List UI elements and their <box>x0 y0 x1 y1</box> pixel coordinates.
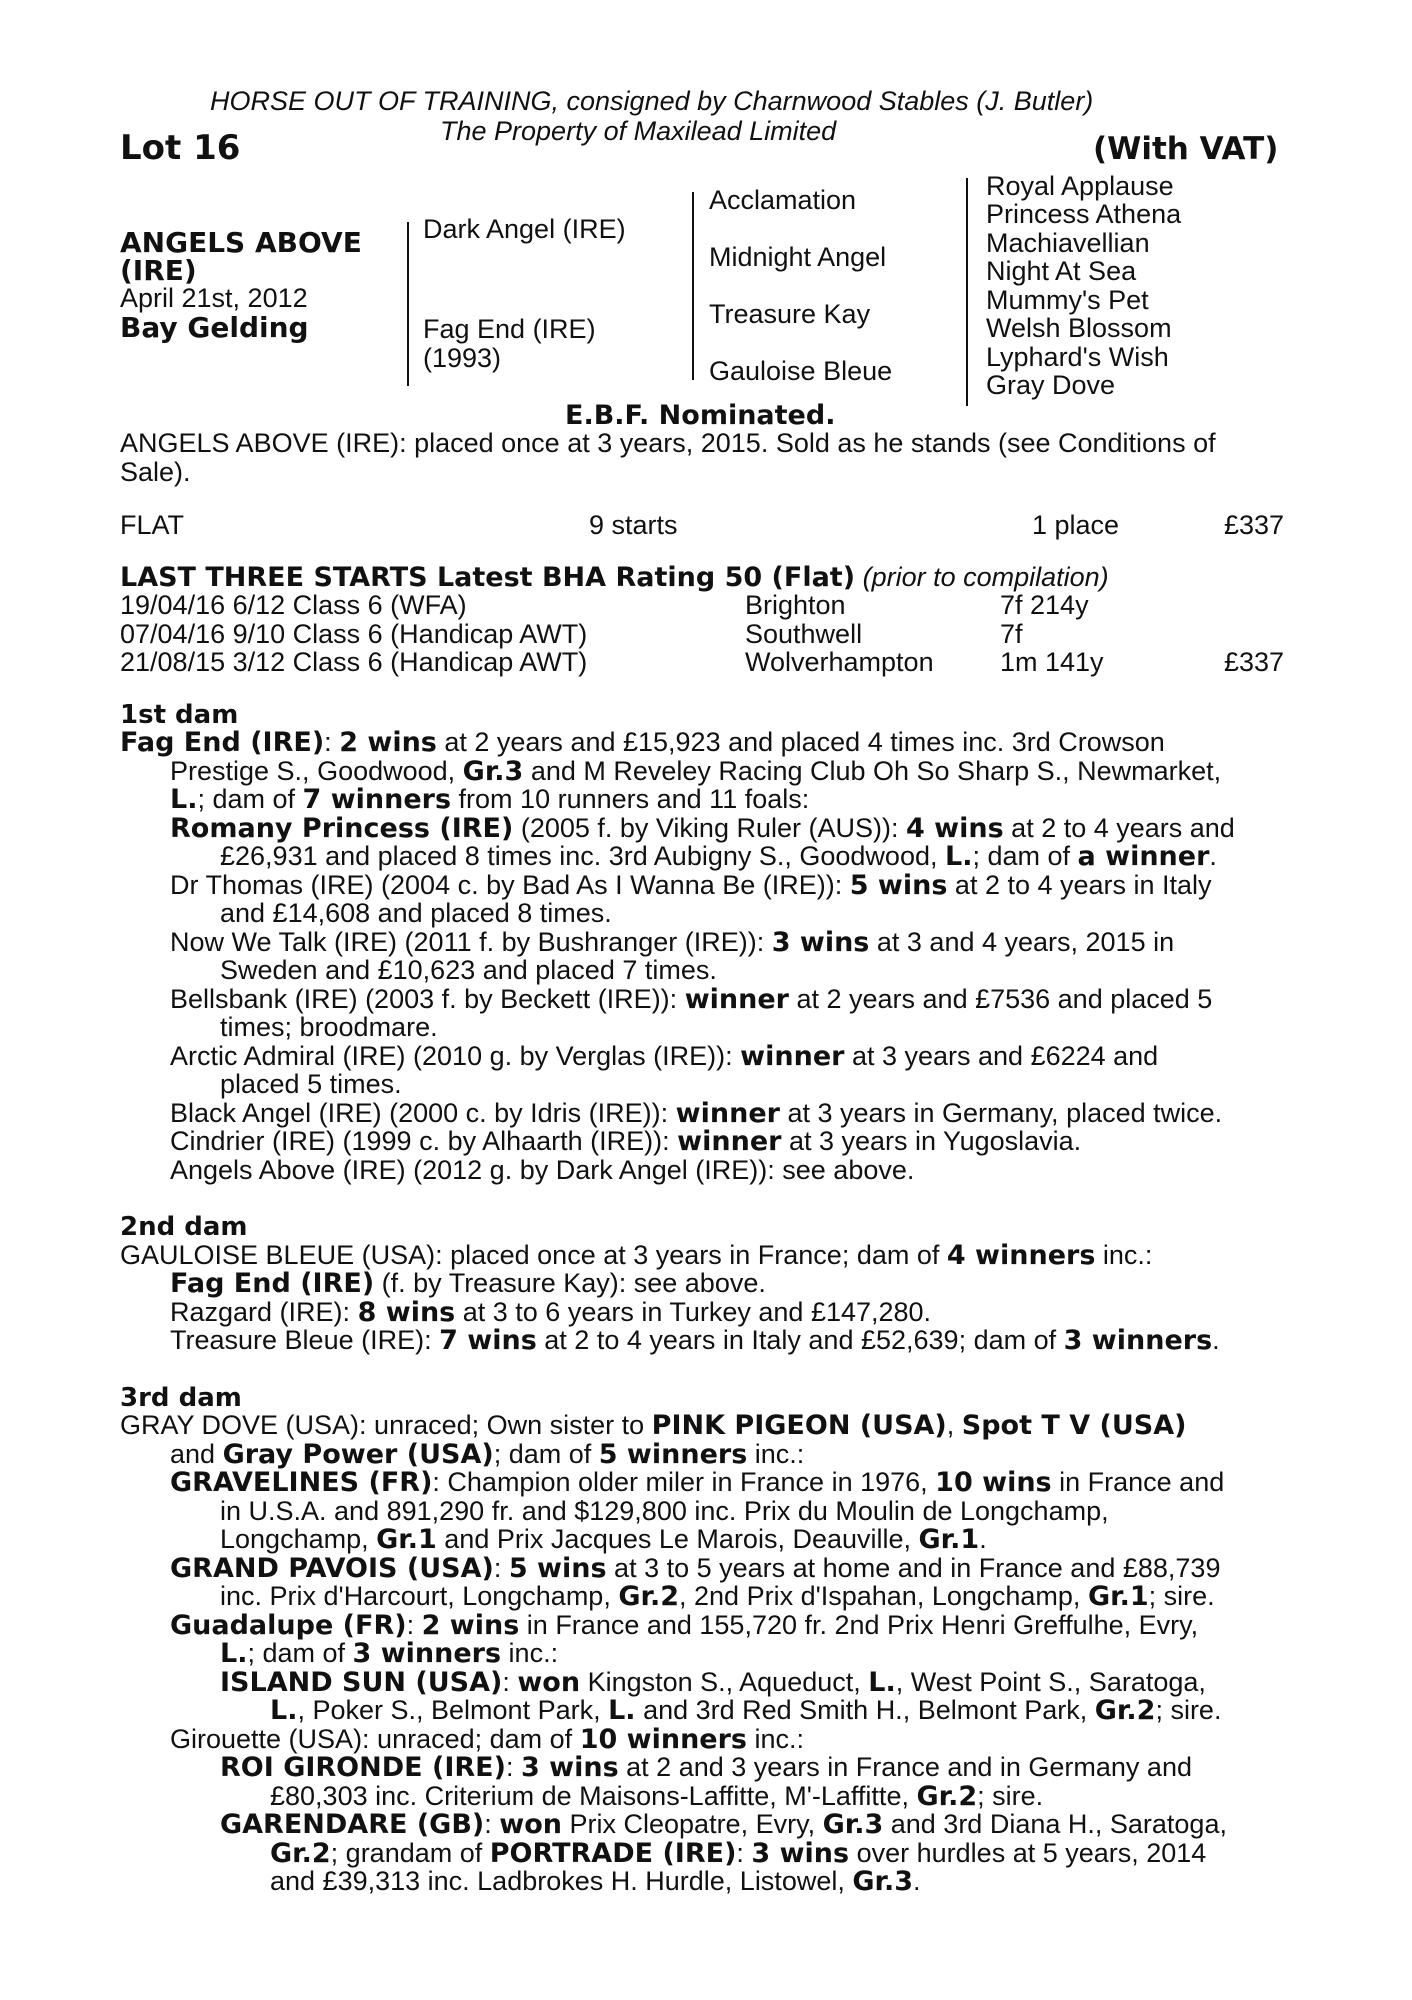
horse-sex: Bay Gelding <box>120 311 309 344</box>
first-dam-line: £26,931 and placed 8 times inc. 3rd Aubigny S., Goodwood, L.; dam of a winner. <box>220 841 1217 872</box>
start-row-course: Wolverhampton <box>745 647 934 677</box>
third-dam-line: ROI GIRONDE (IRE): 3 wins at 2 and 3 years in France and in Germany and <box>220 1752 1192 1783</box>
pedigree-dam-year: (1993) <box>423 343 502 373</box>
second-dam-line: Fag End (IRE) (f. by Treasure Kay): see above. <box>170 1268 766 1299</box>
third-dam-line: in U.S.A. and 891,290 fr. and $129,800 inc. Prix du Moulin de Longchamp, <box>220 1496 1109 1526</box>
third-dam-line: L., Poker S., Belmont Park, L. and 3rd Red Smith H., Belmont Park, Gr.2; sire. <box>270 1695 1222 1726</box>
first-dam-line: Black Angel (IRE) (2000 c. by Idris (IRE)): winner at 3 years in Germany, placed twice. <box>170 1098 1223 1129</box>
second-dam-line: GAULOISE BLEUE (USA): placed once at 3 years in France; dam of 4 winners inc.: <box>120 1240 1153 1271</box>
pedigree-grandparent: Acclamation <box>709 185 857 215</box>
start-row-date: 19/04/16 6/12 Class 6 (WFA) <box>120 590 467 620</box>
third-dam-line: Guadalupe (FR): 2 wins in France and 155,720 fr. 2nd Prix Henri Greffulhe, Evry, <box>170 1610 1199 1641</box>
first-dam-line: Now We Talk (IRE) (2011 f. by Bushranger (IRE)): 3 wins at 3 and 4 years, 2015 in <box>170 927 1175 958</box>
start-row-date: 07/04/16 9/10 Class 6 (Handicap AWT) <box>120 619 588 649</box>
pedigree-grandparent: Midnight Angel <box>709 242 887 272</box>
horse-name-suffix: (IRE) <box>120 254 197 287</box>
start-row-distance: 7f <box>1000 619 1023 649</box>
first-dam-line: Romany Princess (IRE) (2005 f. by Viking Ruler (AUS)): 4 wins at 2 to 4 years and <box>170 813 1235 844</box>
third-dam-line: and £39,313 inc. Ladbrokes H. Hurdle, Listowel, Gr.3. <box>270 1866 921 1897</box>
first-dam-line: Prestige S., Goodwood, Gr.3 and M Reveley Racing Club Oh So Sharp S., Newmarket, <box>170 756 1222 787</box>
pedigree-grandparent: Gauloise Bleue <box>709 356 893 386</box>
ebf-nominated: E.B.F. Nominated. <box>565 400 836 431</box>
record-prize: £337 <box>1224 510 1285 540</box>
pedigree-great-grandparent: Night At Sea <box>986 256 1137 286</box>
record-places: 1 place <box>1032 510 1120 540</box>
pedigree-great-grandparent: Princess Athena <box>986 199 1182 229</box>
pedigree-sire: Dark Angel (IRE) <box>423 214 626 244</box>
first-dam-line: Dr Thomas (IRE) (2004 c. by Bad As I Wanna Be (IRE)): 5 wins at 2 to 4 years in Italy <box>170 870 1212 901</box>
second-dam-line: Treasure Bleue (IRE): 7 wins at 2 to 4 years in Italy and £52,639; dam of 3 winners. <box>170 1325 1220 1356</box>
horse-dob: April 21st, 2012 <box>120 283 308 313</box>
section-third-dam: 3rd dam <box>120 1383 242 1413</box>
third-dam-line: GRAY DOVE (USA): unraced; Own sister to PINK PIGEON (USA), Spot T V (USA) <box>120 1410 1187 1441</box>
summary-text: ANGELS ABOVE (IRE): placed once at 3 years, 2015. Sold as he stands (see Conditions of <box>120 428 1216 458</box>
first-dam-line: placed 5 times. <box>220 1069 402 1099</box>
first-dam-line: Angels Above (IRE) (2012 g. by Dark Angel (IRE)): see above. <box>170 1155 915 1185</box>
start-row-date: 21/08/15 3/12 Class 6 (Handicap AWT) <box>120 647 588 677</box>
vat-label: (With VAT) <box>1093 131 1279 167</box>
lot-number: Lot 16 <box>120 128 241 168</box>
pedigree-great-grandparent: Welsh Blossom <box>986 313 1172 343</box>
pedigree-great-grandparent: Mummy's Pet <box>986 285 1149 315</box>
record-type: FLAT <box>120 510 185 540</box>
pedigree-divider-1 <box>407 222 409 386</box>
third-dam-line: L.; dam of 3 winners inc.: <box>220 1638 559 1669</box>
pedigree-dam: Fag End (IRE) <box>423 314 596 344</box>
record-starts: 9 starts <box>589 510 678 540</box>
third-dam-line: ISLAND SUN (USA): won Kingston S., Aqueduct, L., West Point S., Saratoga, <box>220 1667 1206 1698</box>
pedigree-great-grandparent: Machiavellian <box>986 228 1150 258</box>
pedigree-divider-2 <box>692 192 694 380</box>
second-dam-line: Razgard (IRE): 8 wins at 3 to 6 years in Turkey and £147,280. <box>170 1297 932 1328</box>
pedigree-great-grandparent: Gray Dove <box>986 370 1116 400</box>
pedigree-great-grandparent: Lyphard's Wish <box>986 342 1169 372</box>
first-dam-line: Cindrier (IRE) (1999 c. by Alhaarth (IRE)): winner at 3 years in Yugoslavia. <box>170 1126 1082 1157</box>
last-three-heading-note: (prior to compilation) <box>862 562 1109 592</box>
third-dam-line: and Gray Power (USA); dam of 5 winners inc.: <box>170 1439 805 1470</box>
property-line: The Property of Maxilead Limited <box>440 116 837 146</box>
third-dam-line: £80,303 inc. Criterium de Maisons-Laffitte, M'-Laffitte, Gr.2; sire. <box>270 1781 1044 1812</box>
third-dam-line: GRAND PAVOIS (USA): 5 wins at 3 to 5 years at home and in France and £88,739 <box>170 1553 1221 1584</box>
start-row-distance: 1m 141y <box>1000 647 1104 677</box>
third-dam-line: Gr.2; grandam of PORTRADE (IRE): 3 wins over hurdles at 5 years, 2014 <box>270 1838 1207 1869</box>
last-three-heading <box>120 562 1109 593</box>
first-dam-line: L.; dam of 7 winners from 10 runners and 11 foals: <box>170 784 810 815</box>
pedigree-divider-3 <box>966 178 968 406</box>
consignment-line: HORSE OUT OF TRAINING, consigned by Charnwood Stables (J. Butler) <box>210 86 1094 116</box>
start-row-course: Brighton <box>745 590 846 620</box>
section-second-dam: 2nd dam <box>120 1212 248 1242</box>
horse-name: ANGELS ABOVE <box>120 226 362 259</box>
pedigree-grandparent: Treasure Kay <box>709 299 871 329</box>
first-dam-line: Sweden and £10,623 and placed 7 times. <box>220 955 717 985</box>
first-dam-line: and £14,608 and placed 8 times. <box>220 898 612 928</box>
start-row-course: Southwell <box>745 619 863 649</box>
summary-text-cont: Sale). <box>120 457 191 487</box>
third-dam-line: GRAVELINES (FR): Champion older miler in France in 1976, 10 wins in France and <box>170 1467 1225 1498</box>
section-first-dam: 1st dam <box>120 700 239 730</box>
third-dam-line: Longchamp, Gr.1 and Prix Jacques Le Marois, Deauville, Gr.1. <box>220 1524 987 1555</box>
last-three-heading-bold: LAST THREE STARTS Latest BHA Rating 50 (Flat) <box>120 562 856 593</box>
first-dam-line: Fag End (IRE): 2 wins at 2 years and £15,923 and placed 4 times inc. 3rd Crowson <box>120 727 1165 758</box>
first-dam-line: Arctic Admiral (IRE) (2010 g. by Verglas (IRE)): winner at 3 years and £6224 and <box>170 1041 1159 1072</box>
third-dam-line: inc. Prix d'Harcourt, Longchamp, Gr.2, 2nd Prix d'Ispahan, Longchamp, Gr.1; sire. <box>220 1581 1215 1612</box>
pedigree-great-grandparent: Royal Applause <box>986 171 1174 201</box>
third-dam-line: Girouette (USA): unraced; dam of 10 winners inc.: <box>170 1724 805 1755</box>
third-dam-line: GARENDARE (GB): won Prix Cleopatre, Evry, Gr.3 and 3rd Diana H., Saratoga, <box>220 1809 1227 1840</box>
start-row-prize: £337 <box>1224 647 1285 677</box>
start-row-distance: 7f 214y <box>1000 590 1089 620</box>
first-dam-line: times; broodmare. <box>220 1012 438 1042</box>
first-dam-line: Bellsbank (IRE) (2003 f. by Beckett (IRE)): winner at 2 years and £7536 and placed 5 <box>170 984 1213 1015</box>
